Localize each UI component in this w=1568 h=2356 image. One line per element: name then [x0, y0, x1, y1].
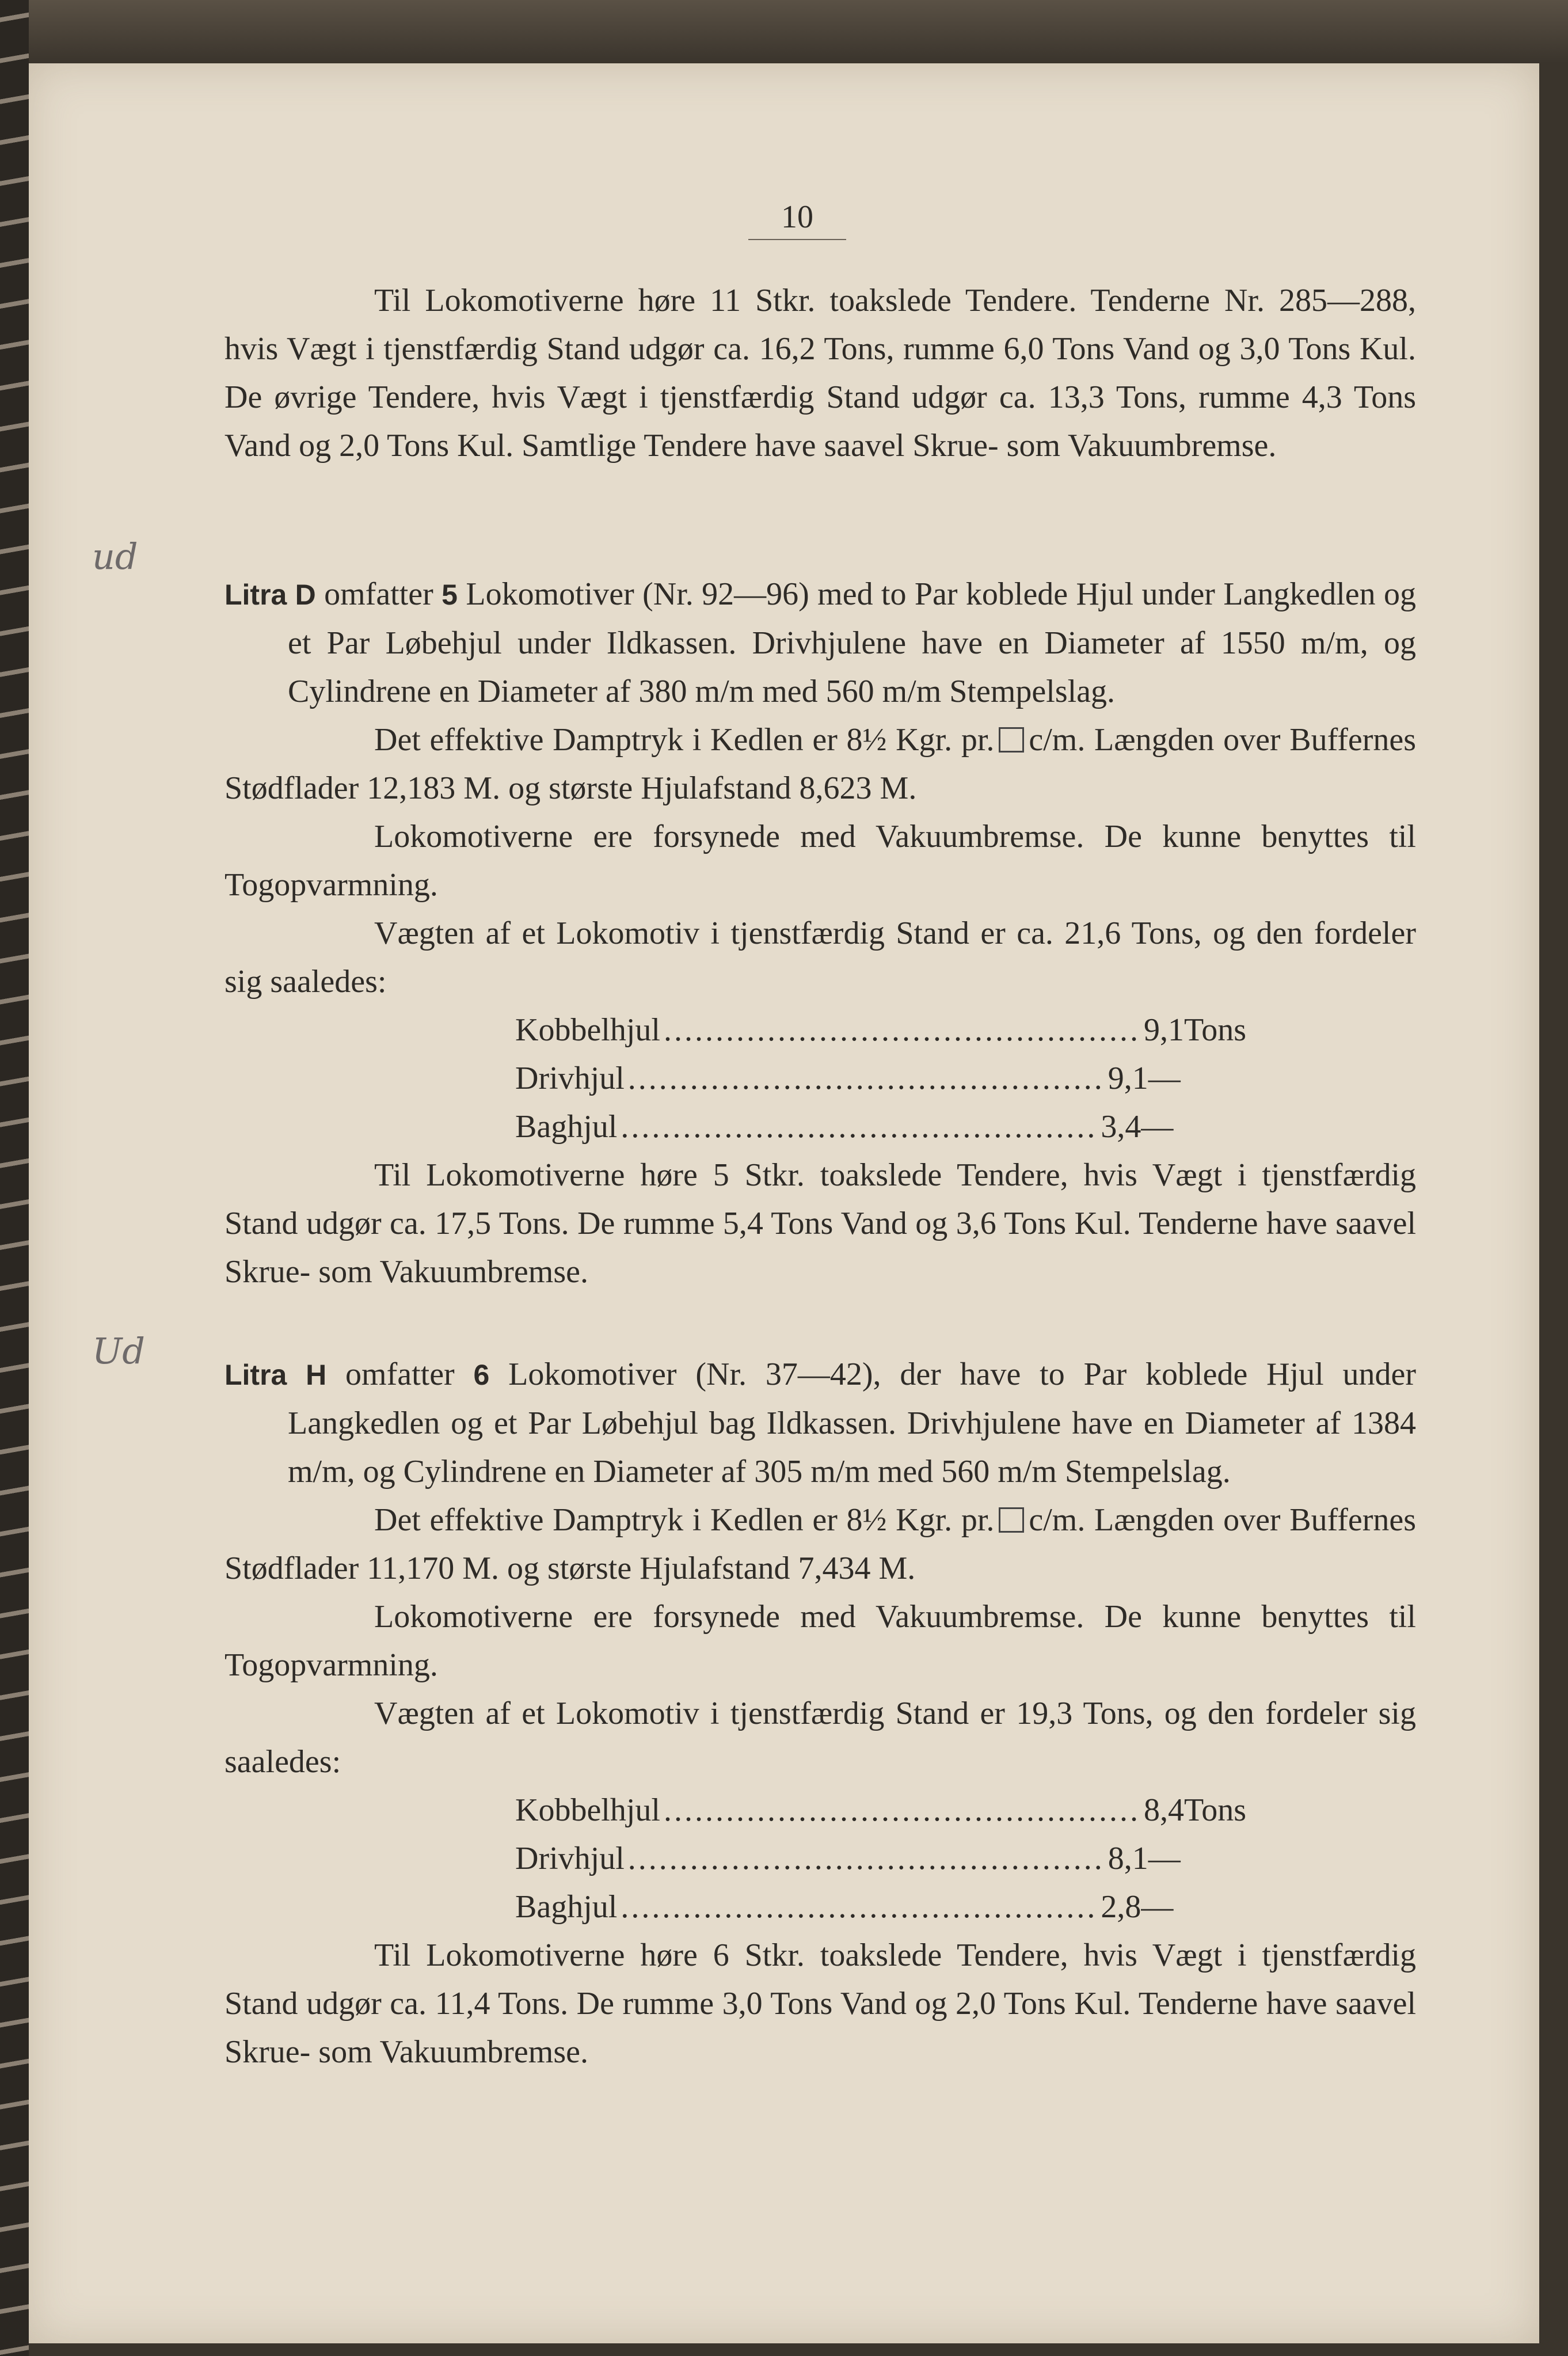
- litra-d-count: 5: [442, 579, 458, 611]
- litra-d-heading: Litra D: [224, 579, 316, 611]
- litra-d-paragraph-4: Vægten af et Lokomotiv i tjenstfærdig Stand er ca. 21,6 Tons, og den fordeler sig saaledes:: [224, 915, 1416, 1000]
- weight-row: Kobbelhjul .............................................. 9,1 Tons: [515, 1012, 1247, 1048]
- litra-h-weight-table: [515, 1786, 1247, 1931]
- litra-d-weight-table: [515, 1006, 1247, 1151]
- litra-d-paragraph-3: Lokomotiverne ere forsynede med Vakuumbremse. De kunne benyttes til Togopvarmning.: [224, 819, 1416, 903]
- litra-d-paragraph-1: Litra D omfatter 5 Lokomotiver (Nr. 92—96) med to Par koblede Hjul under Langkedlen og et Par Løbehjul under Ildkassen. Drivhjulene have en Diameter af 1550 m/m, og Cylindrene en Diameter af 380 m/m med 560 m/m Stempelslag.: [224, 576, 1417, 709]
- weight-row: Baghjul .............................................. 2,8 —: [515, 1889, 1174, 1925]
- book-binding: [0, 0, 29, 2356]
- litra-d-paragraph-5: Til Lokomotiverne høre 5 Stkr. toakslede Tendere, hvis Vægt i tjenstfærdig Stand udgør ca. 17,5 Tons. De rumme 5,4 Tons Vand og 3,6 Tons Kul. Tenderne have saavel Skrue- som Vakuumbremse.: [224, 1157, 1416, 1290]
- litra-h-section: [224, 1350, 1416, 2076]
- weight-row: Drivhjul .............................................. 8,1 —: [515, 1841, 1181, 1876]
- page-number: 10: [748, 199, 846, 240]
- litra-h-paragraph-1: Litra H omfatter 6 Lokomotiver (Nr. 37—42), der have to Par koblede Hjul under Langkedlen og et Par Løbehjul bag Ildkassen. Drivhjulene have en Diameter af 1384 m/m, og Cylindrene en Diameter af 305 m/m med 560 m/m Stempelslag.: [224, 1356, 1417, 1489]
- litra-h-count: 6: [473, 1359, 490, 1391]
- litra-h-paragraph-5: Til Lokomotiverne høre 6 Stkr. toakslede Tendere, hvis Vægt i tjenstfærdig Stand udgør ca. 11,4 Tons. De rumme 3,0 Tons Vand og 2,0 Tons Kul. Tenderne have saavel Skrue- som Vakuumbremse.: [224, 1937, 1416, 2070]
- scan-top-edge: [0, 0, 1568, 63]
- intro-section: [224, 276, 1416, 470]
- margin-note-litra-d: ud: [92, 535, 138, 577]
- litra-d-section: [224, 570, 1416, 1296]
- litra-h-paragraph-4: Vægten af et Lokomotiv i tjenstfærdig Stand er 19,3 Tons, og den fordeler sig saaledes:: [224, 1696, 1416, 1780]
- litra-h-paragraph-2: Det effektive Damptryk i Kedlen er 8½ Kgr. pr. c/m. Længden over Buffernes Stødflader 11,170 M. og største Hjulafstand 7,434 M.: [224, 1502, 1417, 1586]
- intro-paragraph: Til Lokomotiverne høre 11 Stkr. toakslede Tendere. Tenderne Nr. 285—288, hvis Vægt i tjenstfærdig Stand udgør ca. 16,2 Tons, rumme 6,0 Tons Vand og 3,0 Tons Kul. De øvrige Tendere, hvis Vægt i tjenstfærdig Stand udgør ca. 13,3 Tons, rumme 4,3 Tons Vand og 2,0 Tons Kul. Samtlige Tendere have saavel Skrue- som Vakuumbremse.: [224, 283, 1416, 463]
- litra-d-paragraph-2: Det effektive Damptryk i Kedlen er 8½ Kgr. pr. c/m. Længden over Buffernes Stødflader 12,183 M. og største Hjulafstand 8,623 M.: [224, 722, 1417, 806]
- weight-row: Kobbelhjul .............................................. 8,4 Tons: [515, 1792, 1247, 1828]
- margin-note-litra-h: Ud: [92, 1330, 145, 1372]
- square-symbol-icon: [999, 727, 1024, 753]
- litra-h-heading: Litra H: [224, 1359, 327, 1391]
- weight-row: Baghjul .............................................. 3,4 —: [515, 1109, 1174, 1145]
- litra-h-paragraph-3: Lokomotiverne ere forsynede med Vakuumbremse. De kunne benyttes til Togopvarmning.: [224, 1599, 1416, 1683]
- square-symbol-icon: [999, 1507, 1024, 1533]
- weight-row: Drivhjul .............................................. 9,1 —: [515, 1061, 1181, 1096]
